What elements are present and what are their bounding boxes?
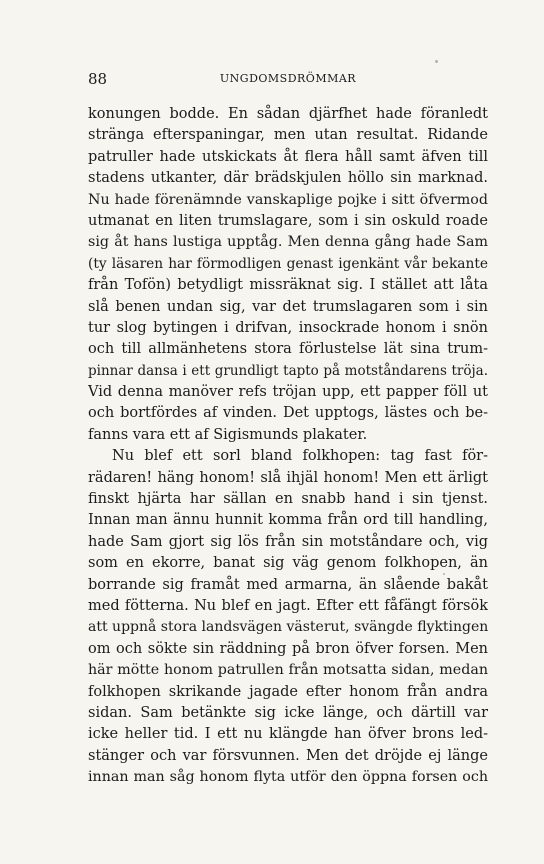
text-line: hade Sam gjort sig lös från sin motståndare och, vig bbox=[88, 533, 488, 550]
text-line: rädaren! häng honom! slå ihjäl honom! Men ett ärligt bbox=[88, 469, 488, 486]
text-line: att uppnå stora landsvägen västerut, svängde flyktingen bbox=[88, 619, 488, 636]
text-line: som en ekorre, banat sig väg genom folkhopen, än bbox=[88, 555, 488, 572]
text-line: folkhopen skrikande jagade efter honom från andra bbox=[88, 683, 488, 700]
page-number: 88 bbox=[88, 70, 108, 88]
text-line: och till allmänhetens stora förlustelse lät sina trum- bbox=[88, 341, 488, 358]
text-line: pinnar dansa i ett grundligt tapto på motståndarens tröja. bbox=[88, 362, 488, 379]
text-line: tur slog bytingen i drifvan, insockrade honom i snön bbox=[88, 319, 488, 336]
text-line: utmanat en liten trumslagare, som i sin oskuld roade bbox=[88, 212, 488, 229]
text-line: stränga efterspaningar, men utan resultat. Ridande bbox=[88, 127, 488, 144]
text-line: slå benen undan sig, var det trumslagaren som i sin bbox=[88, 298, 488, 315]
body-text bbox=[88, 104, 488, 789]
text-line: och bortfördes af vinden. Det upptogs, lästes och be- bbox=[88, 405, 488, 422]
text-line: icke heller tid. I ett nu klängde han öfver brons led- bbox=[88, 726, 488, 743]
text-line: finskt hjärta har sällan en snabb hand i sin tjenst. bbox=[88, 491, 488, 508]
text-line: Innan man ännu hunnit komma från ord till handling, bbox=[88, 512, 488, 529]
text-line: innan man såg honom flyta utför den öppna forsen och bbox=[88, 769, 488, 786]
text-line: Vid denna manöver refs tröjan upp, ett papper föll ut bbox=[88, 384, 488, 401]
page-header bbox=[88, 70, 488, 90]
text-line: borrande sig framåt med armarna, än slående bakåt bbox=[88, 576, 488, 593]
paper-speck bbox=[435, 60, 438, 63]
text-line: Nu hade förenämnde vanskaplige pojke i sitt öfvermod bbox=[88, 191, 488, 208]
text-line: sig åt hans lustiga upptåg. Men denna gång hade Sam bbox=[88, 234, 488, 251]
text-line: med fötterna. Nu blef en jagt. Efter ett fåfängt försök bbox=[88, 597, 488, 614]
text-line: patruller hade utskickats åt flera håll samt äfven till bbox=[88, 148, 488, 165]
text-line: (ty läsaren har förmodligen genast igenkänt vår bekante bbox=[88, 255, 488, 272]
text-line: stänger och var försvunnen. Men det dröjde ej länge bbox=[88, 747, 488, 764]
text-line: stadens utkanter, där brädskjulen höllo sin marknad. bbox=[88, 170, 488, 187]
text-line: här mötte honom patrullen från motsatta sidan, medan bbox=[88, 662, 488, 679]
text-line: om och sökte sin räddning på bron öfver forsen. Men bbox=[88, 640, 488, 657]
paragraph-end-line: fanns vara ett af Sigismunds plakater. bbox=[88, 426, 368, 443]
text-line: konungen bodde. En sådan djärfhet hade föranledt bbox=[88, 106, 488, 122]
text-line: sidan. Sam betänkte sig icke länge, och därtill var bbox=[88, 704, 488, 721]
running-head: UNGDOMSDRÖMMAR bbox=[219, 72, 357, 85]
paragraph-first-line: Nu blef ett sorl bland folkhopen: tag fast för- bbox=[112, 448, 488, 465]
text-line: från Tofön) betydligt missräknat sig. I stället att låta bbox=[88, 277, 488, 294]
